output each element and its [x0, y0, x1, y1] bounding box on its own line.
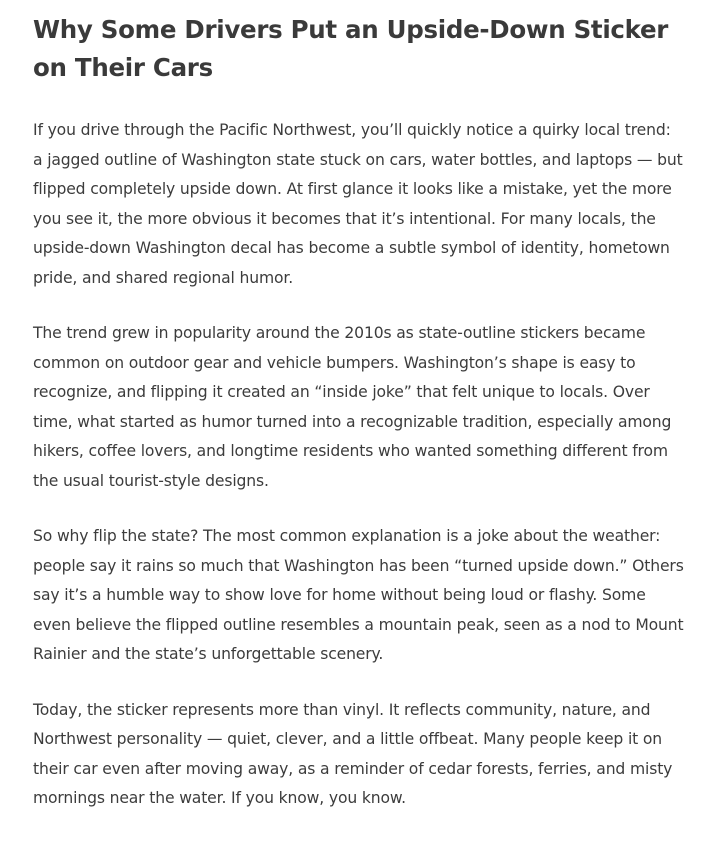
article-paragraph-2: The trend grew in popularity around the 2010s as state-outline stickers became common on outdoor gear and vehicle bumpers. Washington’s shape is easy to recognize, and flipping it created an “inside joke” that felt unique to locals. Over time, what started as humor turned into a recognizable tradition, especially among hikers, coffee lovers, and longtime residents who wanted something different from the usual tourist-style designs. — [33, 324, 672, 490]
article-paragraph-3: So why flip the state? The most common explanation is a joke about the weather: people say it rains so much that Washington has been “turned upside down.” Others say it’s a humble way to show love for home without being loud or flashy. Some even believe the flipped outline resembles a mountain peak, seen as a nod to Mount Rainier and the state’s unforgettable scenery. — [33, 527, 684, 663]
article — [33, 11, 684, 814]
article-title: Why Some Drivers Put an Upside-Down Sticker on Their Cars — [33, 15, 669, 82]
article-paragraph-1: If you drive through the Pacific Northwest, you’ll quickly notice a quirky local trend: a jagged outline of Washington state stuck on cars, water bottles, and laptops — but flipped completely upside down. At first glance it looks like a mistake, yet the more you see it, the more obvious it becomes that it’s intentional. For many locals, the upside-down Washington decal has become a subtle symbol of identity, hometown pride, and shared regional humor. — [33, 121, 683, 287]
article-paragraph-4: Today, the sticker represents more than vinyl. It reflects community, nature, and Northwest personality — quiet, clever, and a little offbeat. Many people keep it on their car even after moving away, as a reminder of cedar forests, ferries, and misty mornings near the water. If you know, you know. — [33, 700, 673, 807]
